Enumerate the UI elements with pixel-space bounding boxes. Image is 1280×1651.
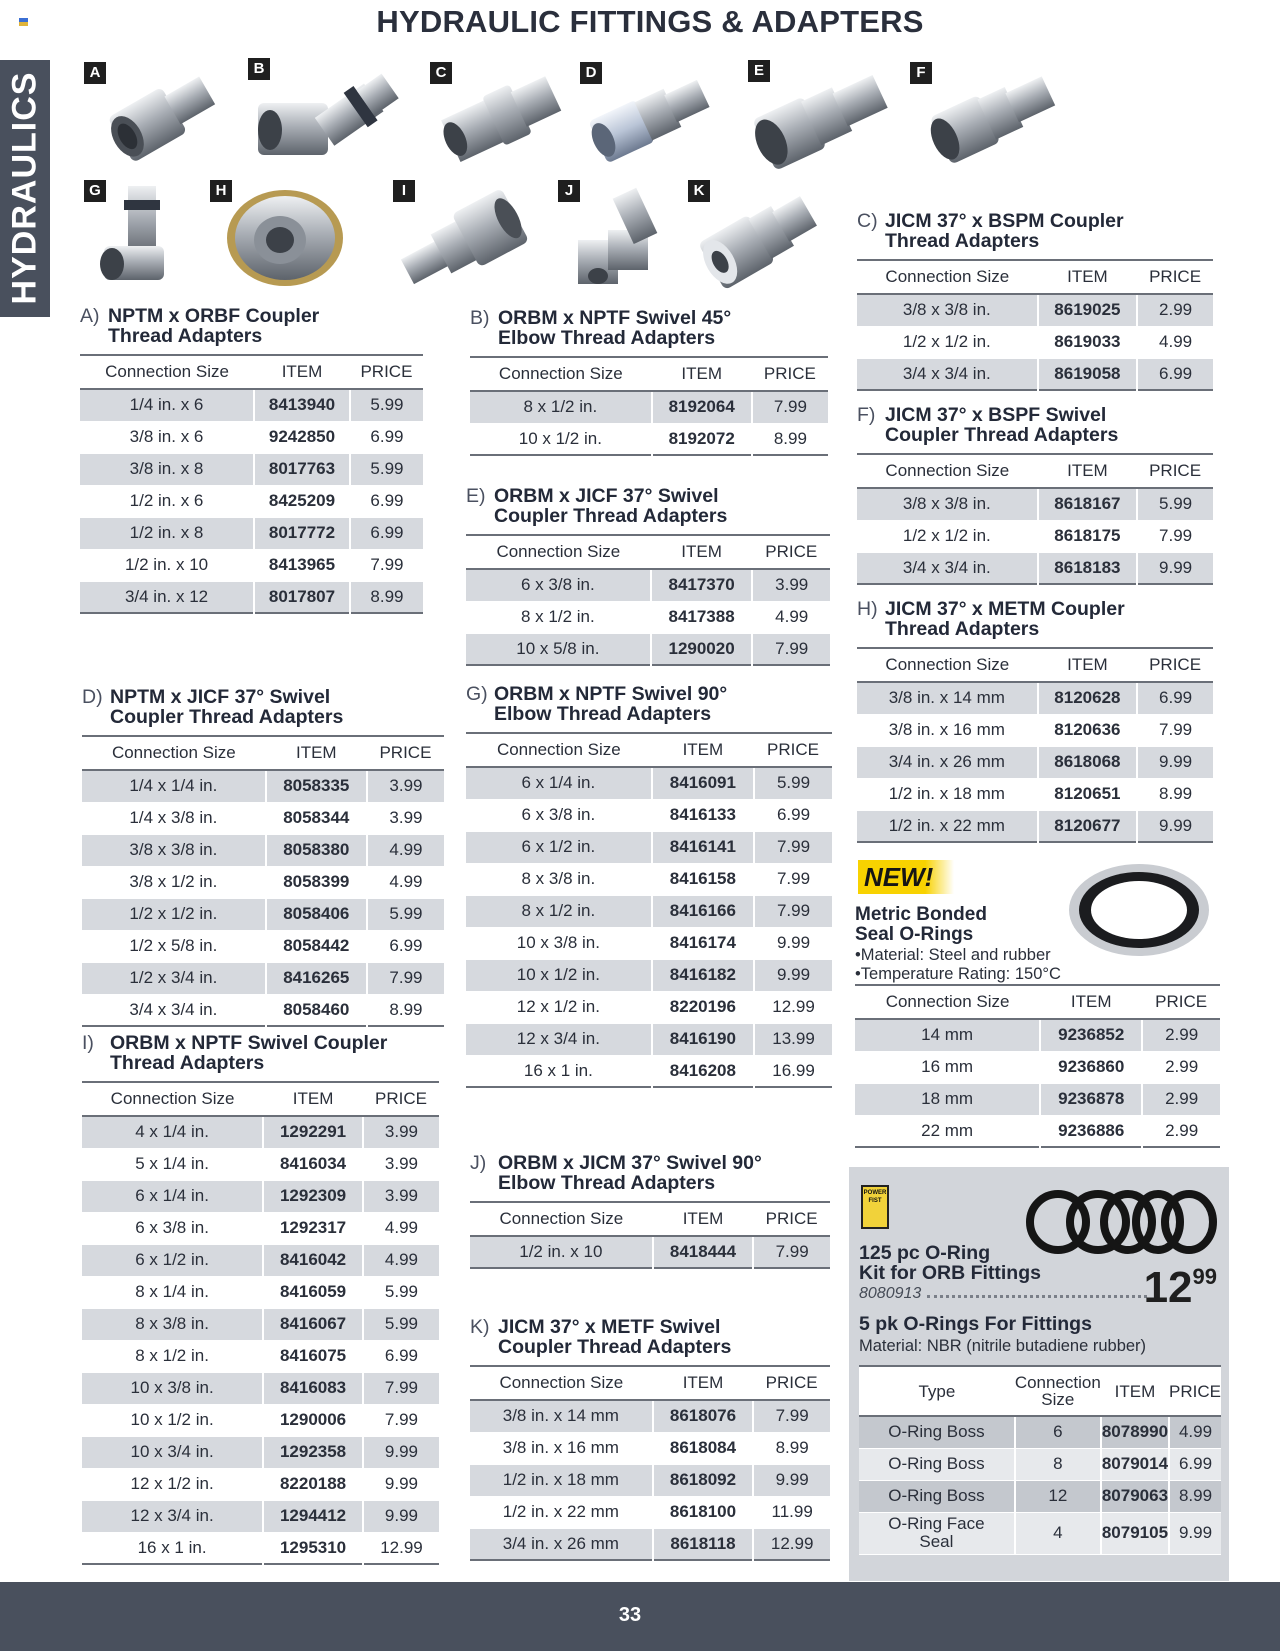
section-title: K) JICM 37° x METF Swivel Coupler Thread Adapters [470,1316,732,1358]
table-row: 1/2 x 1/2 in. 8058406 5.99 [82,898,444,930]
fitting-label: C [430,62,452,84]
table-row: O-Ring Boss 6 8078990 4.99 [859,1416,1221,1448]
fitting-photo-g [84,180,194,295]
fitting-photo-b [248,58,408,173]
table-row: 1/2 in. x 10 8418444 7.99 [470,1236,830,1268]
section-title: E) ORBM x JICF 37° Swivel Coupler Thread Adapters [466,485,728,527]
price-table: Connection Size ITEM PRICE 1/4 x 1/4 in. 8058335 3.99 1/4 x 3/8 in. 8058344 3.99 3/8 x 3/8 in. 8058380 4.99 3/8 x 1/2 in. 8058399 4.99 1/2 x 1/2 in. 8058406 5.99 1/2 x 5/8 in. 8058442 6.99 1/2 x 3/4 in. 8416265 7.99 3/4 x 3/4 in. 8058460 8.99 [82,735,444,1027]
page-title: HYDRAULIC FITTINGS & ADAPTERS [376,4,924,39]
connection-size-header: Connection Size [1015,1366,1101,1416]
price-table: Connection Size ITEM PRICE 4 x 1/4 in. 1292291 3.99 5 x 1/4 in. 8416034 3.99 6 x 1/4 in. 1292309 3.99 6 x 3/8 in. 1292317 4.99 6 x 1/2 in. 8416042 4.99 8 x 1/4 in. 8416059 5.99 8 x 3/8 in. 8416067 5.99 8 x 1/2 in. 8416075 6.99 10 x 3/8 in. 8416083 7.99 10 x 1/2 in. 1290006 7.99 10 x 3/4 in. 1292358 9.99 12 x 1/2 in. 8220188 9.99 12 x 3/4 in. 1294412 9.99 16 x 1 in. 1295310 12.99 [82,1081,439,1565]
section-bonded [855,984,1220,1148]
table-row: 8 x 1/2 in. 8416075 6.99 [82,1340,439,1372]
section-e [466,486,830,666]
kit-price: $12^{99}$ [1143,1263,1217,1312]
table-row: 1/2 in. x 22 mm 8618100 11.99 [470,1496,830,1528]
fitting-photo-d [580,62,715,170]
table-row: 1/2 in. x 22 mm 8120677 9.99 [857,810,1213,842]
fitting-photo-k [688,180,823,292]
table-row: 1/2 in. x 18 mm 8618092 9.99 [470,1464,830,1496]
fitting-h-icon [210,180,360,295]
table-row: 8 x 1/2 in. 8416166 7.99 [466,895,832,927]
fitting-label: D [580,62,602,84]
fitting-a-icon [84,62,234,167]
table-row: 8 x 3/8 in. 8416067 5.99 [82,1308,439,1340]
section-title: G) ORBM x NPTF Swivel 90° Elbow Thread Adapters [466,683,728,725]
fitting-f-icon [910,62,1070,167]
table-row: 3/8 x 3/8 in. 8618167 5.99 [857,488,1213,520]
table-row: 1/2 in. x 18 mm 8120651 8.99 [857,778,1213,810]
section-title: J) ORBM x JICM 37° Swivel 90° Elbow Thread Adapters [470,1152,762,1194]
table-row: 1/2 in. x 10 8413965 7.99 [80,549,423,581]
section-title: B) ORBM x NPTF Swivel 45° Elbow Thread Adapters [470,307,732,349]
section-title: H) JICM 37° x METM Coupler Thread Adapters [857,598,1125,640]
table-row: 1/2 x 5/8 in. 8058442 6.99 [82,930,444,962]
table-row: 3/8 in. x 16 mm 8120636 7.99 [857,714,1213,746]
table-row: 10 x 1/2 in. 8192072 8.99 [470,423,828,455]
table-row: 3/8 in. x 16 mm 8618084 8.99 [470,1432,830,1464]
table-row: 3/8 in. x 14 mm 8618076 7.99 [470,1400,830,1432]
section-title: F) JICM 37° x BSPF Swivel Coupler Thread Adapters [857,404,1119,446]
fitting-label: H [210,180,232,202]
table-row: 3/4 in. x 26 mm 8618118 12.99 [470,1528,830,1560]
table-row: 16 x 1 in. 1295310 12.99 [82,1532,439,1564]
table-row: 1/2 x 1/2 in. 8619033 4.99 [857,326,1213,358]
bonded-seal-icon [1065,862,1213,958]
price-table: Connection Size ITEM PRICE 8 x 1/2 in. 8192064 7.99 10 x 1/2 in. 8192072 8.99 [470,356,828,456]
section-a [80,306,423,614]
table-row: 1/2 in. x 8 8017772 6.99 [80,517,423,549]
table-row: 10 x 1/2 in. 8416182 9.99 [466,959,832,991]
fitting-label: I [393,180,415,202]
table-row: 12 x 3/4 in. 1294412 9.99 [82,1500,439,1532]
table-row: 8 x 1/4 in. 8416059 5.99 [82,1276,439,1308]
price-table: Connection Size ITEM PRICE 1/4 in. x 6 8413940 5.99 3/8 in. x 6 9242850 6.99 3/8 in. x 8 8017763 5.99 1/2 in. x 6 8425209 6.99 1/2 in. x 8 8017772 6.99 1/2 in. x 10 8413965 7.99 3/4 in. x 12 8017807 8.99 [80,354,423,614]
table-row: 1/2 in. x 6 8425209 6.99 [80,485,423,517]
fitting-photo-e [748,60,898,170]
section-d [82,687,444,1027]
oring-table: Type Connection Size ITEM PRICE O-Ring Boss 6 8078990 4.99 O-Ring Boss 8 8079014 6.99 O-Ring Boss 12 8079063 8.99 O-Ring Face Seal 4 8079105 9.99 [859,1365,1221,1555]
table-row: 3/8 in. x 14 mm 8120628 6.99 [857,682,1213,714]
table-row: 22 mm 9236886 2.99 [855,1115,1220,1147]
table-row: 1/4 x 3/8 in. 8058344 3.99 [82,802,444,834]
fitting-label: K [688,180,710,202]
fitting-label: E [748,60,770,82]
table-row: 8 x 1/2 in. 8417388 4.99 [466,601,830,633]
table-row: O-Ring Face Seal 4 8079105 9.99 [859,1512,1221,1554]
fitting-label: G [84,180,106,202]
table-row: 10 x 3/8 in. 8416174 9.99 [466,927,832,959]
price-table: Connection Size ITEM PRICE 6 x 3/8 in. 8417370 3.99 8 x 1/2 in. 8417388 4.99 10 x 5/8 in. 1290020 7.99 [466,534,830,666]
fitting-photo-j [558,180,678,292]
side-tab [0,60,50,317]
table-row: 1/4 x 1/4 in. 8058335 3.99 [82,770,444,802]
table-row: 6 x 3/8 in. 8417370 3.99 [466,569,830,601]
table-row: 18 mm 9236878 2.99 [855,1083,1220,1115]
price-table: Connection Size ITEM PRICE 3/8 in. x 14 mm 8618076 7.99 3/8 in. x 16 mm 8618084 8.99 1/2 in. x 18 mm 8618092 9.99 1/2 in. x 22 mm 8618100 11.99 3/4 in. x 26 mm 8618118 12.99 [470,1365,830,1561]
table-row: 1/2 x 3/4 in. 8416265 7.99 [82,962,444,994]
table-row: 3/4 x 3/4 in. 8618183 9.99 [857,552,1213,584]
price-table: Connection Size ITEM PRICE 6 x 1/4 in. 8416091 5.99 6 x 3/8 in. 8416133 6.99 6 x 1/2 in. 8416141 7.99 8 x 3/8 in. 8416158 7.99 8 x 1/2 in. 8416166 7.99 10 x 3/8 in. 8416174 9.99 10 x 1/2 in. 8416182 9.99 12 x 1/2 in. 8220196 12.99 12 x 3/4 in. 8416190 13.99 16 x 1 in. 8416208 16.99 [466,732,832,1088]
fitting-label: A [84,62,106,84]
fitting-photo-c [430,62,565,170]
table-row: 3/4 in. x 12 8017807 8.99 [80,581,423,613]
table-row: 10 x 5/8 in. 1290020 7.99 [466,633,830,665]
fitting-e-icon [748,60,898,170]
table-row: 6 x 3/8 in. 1292317 4.99 [82,1212,439,1244]
section-title: I) ORBM x NPTF Swivel Coupler Thread Adapters [82,1032,388,1074]
table-row: 6 x 1/4 in. 8416091 5.99 [466,767,832,799]
table-row: 6 x 1/2 in. 8416042 4.99 [82,1244,439,1276]
table-row: 3/4 x 3/4 in. 8619058 6.99 [857,358,1213,390]
table-row: 3/4 x 3/4 in. 8058460 8.99 [82,994,444,1026]
section-title: D) NPTM x JICF 37° Swivel Coupler Thread Adapters [82,686,344,728]
table-row: 10 x 1/2 in. 1290006 7.99 [82,1404,439,1436]
new-badge: NEW! [858,860,954,894]
table-row: 10 x 3/4 in. 1292358 9.99 [82,1436,439,1468]
table-row: 1/4 in. x 6 8413940 5.99 [80,389,423,421]
price-table: Connection Size ITEM PRICE 3/8 x 3/8 in. 8619025 2.99 1/2 x 1/2 in. 8619033 4.99 3/4 x 3/4 in. 8619058 6.99 [857,259,1213,391]
oring-kit-icon [1024,1189,1219,1255]
oring-kit-panel [849,1167,1229,1581]
table-row: 12 x 3/4 in. 8416190 13.99 [466,1023,832,1055]
section-title: C) JICM 37° x BSPM Coupler Thread Adapters [857,210,1124,252]
section-j [470,1153,830,1269]
table-row: 12 x 1/2 in. 8220188 9.99 [82,1468,439,1500]
table-row: 8 x 3/8 in. 8416158 7.99 [466,863,832,895]
kit-title: 125 pc O-Ring Kit for ORB Fittings [859,1242,1041,1284]
page-number: 33 [618,1604,642,1626]
table-row: 3/8 in. x 6 9242850 6.99 [80,421,423,453]
fitting-label: F [910,62,932,84]
price-table: Connection Size ITEM PRICE 14 mm 9236852 2.99 16 mm 9236860 2.99 18 mm 9236878 2.99 22 mm 9236886 2.99 [855,984,1220,1148]
bonded-bullets: •Material: Steel and rubber •Temperature Rating: 150°C [855,946,1061,983]
section-g [466,684,832,1088]
brand-logo: POWER FIST [861,1185,889,1229]
table-row: 3/8 in. x 8 8017763 5.99 [80,453,423,485]
section-c [857,211,1213,391]
fitting-label: J [558,180,580,202]
oring-subtitle: 5 pk O-Rings For Fittings [859,1313,1092,1335]
side-tab-label: HYDRAULICS [5,71,44,305]
fitting-photo-a [84,62,234,167]
table-row: 16 mm 9236860 2.99 [855,1051,1220,1083]
table-row: 6 x 3/8 in. 8416133 6.99 [466,799,832,831]
table-row: 3/8 x 3/8 in. 8619025 2.99 [857,294,1213,326]
fitting-b-icon [248,58,408,173]
table-row: 1/2 x 1/2 in. 8618175 7.99 [857,520,1213,552]
fitting-photo-i [393,180,533,292]
page-footer [0,1582,1280,1651]
table-row: 6 x 1/4 in. 1292309 3.99 [82,1180,439,1212]
section-f [857,405,1213,585]
price-table: Connection Size ITEM PRICE 3/8 x 3/8 in. 8618167 5.99 1/2 x 1/2 in. 8618175 7.99 3/4 x 3/4 in. 8618183 9.99 [857,453,1213,585]
kit-sku: 8080913 [859,1285,922,1302]
table-row: 5 x 1/4 in. 8416034 3.99 [82,1148,439,1180]
oring-material: Material: NBR (nitrile butadiene rubber) [859,1337,1147,1355]
table-row: 3/8 x 3/8 in. 8058380 4.99 [82,834,444,866]
section-k [470,1317,830,1561]
table-row: 12 x 1/2 in. 8220196 12.99 [466,991,832,1023]
fitting-label: B [248,58,270,80]
table-row: 6 x 1/2 in. 8416141 7.99 [466,831,832,863]
table-row: O-Ring Boss 8 8079014 6.99 [859,1448,1221,1480]
fitting-photo-f [910,62,1070,167]
table-row: 14 mm 9236852 2.99 [855,1019,1220,1051]
price-table: Connection Size ITEM PRICE 3/8 in. x 14 mm 8120628 6.99 3/8 in. x 16 mm 8120636 7.99 3/4 in. x 26 mm 8618068 9.99 1/2 in. x 18 mm 8120651 8.99 1/2 in. x 22 mm 8120677 9.99 [857,647,1213,843]
section-i [82,1033,439,1565]
table-row: 3/8 x 1/2 in. 8058399 4.99 [82,866,444,898]
price-leader [927,1295,1147,1298]
table-row: 8 x 1/2 in. 8192064 7.99 [470,391,828,423]
table-row: 4 x 1/4 in. 1292291 3.99 [82,1116,439,1148]
price-table: Connection Size ITEM PRICE 1/2 in. x 10 8418444 7.99 [470,1201,830,1269]
section-h [857,599,1213,843]
table-row: 10 x 3/8 in. 8416083 7.99 [82,1372,439,1404]
table-row: 3/4 in. x 26 mm 8618068 9.99 [857,746,1213,778]
bonded-title: Metric Bonded Seal O-Rings [855,904,987,945]
table-row: 16 x 1 in. 8416208 16.99 [466,1055,832,1087]
table-row: O-Ring Boss 12 8079063 8.99 [859,1480,1221,1512]
section-b [470,308,828,456]
section-title: A) NPTM x ORBF Coupler Thread Adapters [80,305,320,347]
fitting-photo-h [210,180,360,295]
